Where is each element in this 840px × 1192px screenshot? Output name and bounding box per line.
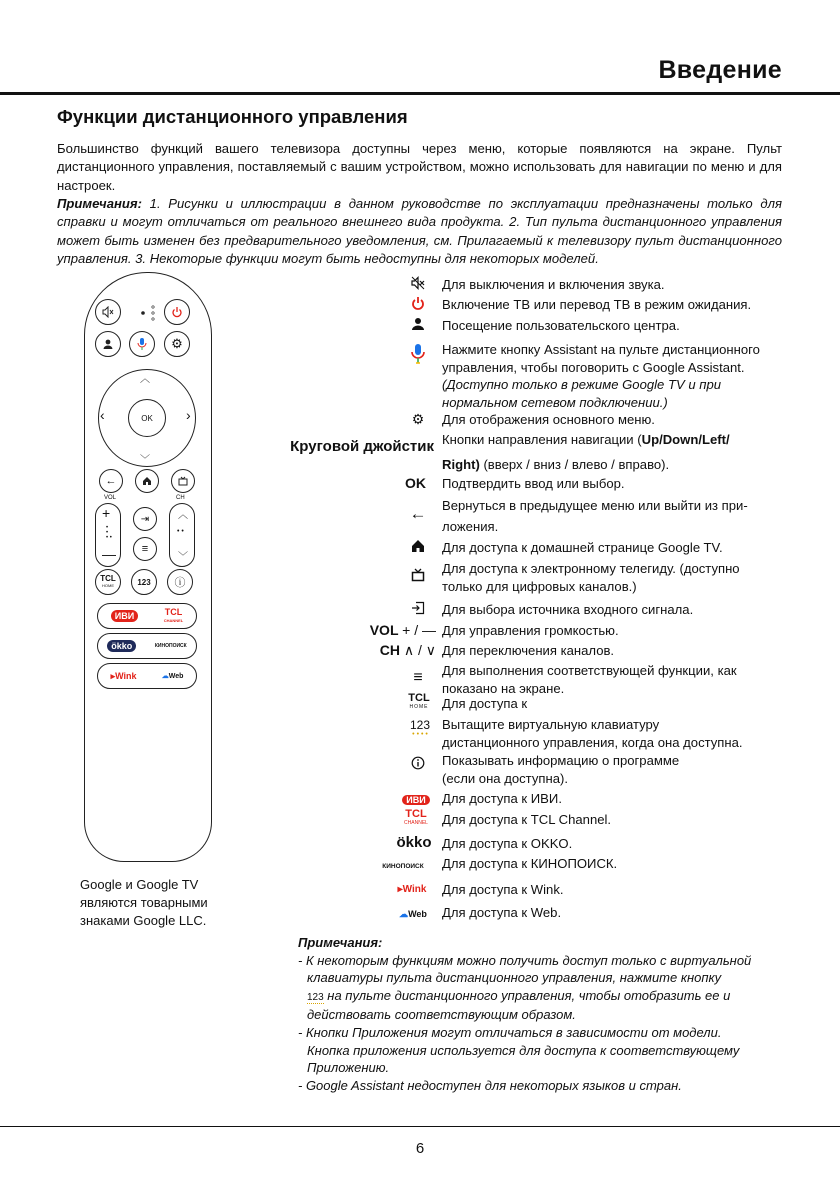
tcl-channel-logo: TCL CHANNEL	[404, 808, 428, 826]
web-logo: ☁Web	[399, 909, 427, 919]
note-paragraph	[57, 195, 782, 269]
remote-app-okko-kinopoisk	[97, 633, 197, 659]
page-header-title: Введение	[658, 56, 782, 84]
remote-back-button	[99, 469, 123, 493]
menu-desc: Для выполнения соответствующей функции, как показано на экране.	[442, 663, 737, 696]
power-icon	[171, 306, 183, 318]
dpad-left-icon: ‹	[100, 407, 105, 423]
back-arrow-icon: ←	[409, 504, 427, 523]
remote-vol-label: VOL	[104, 495, 117, 501]
remote-app-ivi-tcl	[97, 603, 197, 629]
num-desc: Вытащите виртуальную клавиатуру дистанционного управления, когда она доступна.	[442, 717, 743, 750]
web-desc: Для доступа к Web.	[442, 905, 562, 920]
nav-desc-line2: Right) (вверх / вниз / влево / вправо).	[442, 457, 670, 472]
remote-input-button	[133, 507, 157, 531]
mute-desc: Для выключения и включения звука.	[442, 277, 665, 292]
ch-down-icon: ﹀	[178, 552, 188, 563]
ok-desc: Подтвердить ввод или выбор.	[442, 476, 625, 491]
mute-icon	[102, 306, 114, 318]
input-source-icon	[406, 601, 430, 618]
tcl-channel-desc: Для доступа к TCL Channel.	[442, 812, 612, 827]
user-icon	[102, 338, 114, 350]
ok-label: OK	[405, 475, 426, 491]
vol-desc: Для управления громкостью.	[442, 623, 619, 638]
remote-vol-rocker	[95, 503, 121, 567]
info-desc: Показывать информацию о программе (если она доступна).	[442, 753, 680, 786]
info-icon: ⓘ	[174, 577, 186, 589]
mute-icon	[406, 276, 430, 293]
assistant-desc: Нажмите кнопку Assistant на пульте дистанционного управления, чтобы поговорить с Google Assistant. (Доступно только в режиме Google TV и при нормальном сетевом подключении.)	[442, 342, 760, 410]
guide-tv-icon	[178, 476, 188, 486]
okko-logo: ökko	[396, 834, 432, 851]
page-number: 6	[415, 1140, 425, 1157]
remote-ch-rocker	[169, 503, 195, 567]
remote-settings-button	[164, 331, 190, 357]
info-icon	[406, 756, 430, 773]
remote-assistant-button	[129, 331, 155, 357]
okko-desc: Для доступа к OKKO.	[442, 836, 573, 851]
vol-dots-icon: • • • •	[106, 525, 112, 541]
home-icon	[406, 539, 430, 556]
wink-logo: ▸Wink	[110, 670, 137, 681]
wink-logo: ▸Wink	[397, 884, 427, 895]
tcl-desc: Для доступа к	[442, 696, 528, 711]
ch-dots-icon: • •	[177, 528, 184, 535]
home-icon	[142, 476, 152, 486]
num-keypad-icon: 123 • • • •	[409, 718, 431, 738]
input-source-icon: ⇥	[140, 513, 150, 525]
menu-icon: ≡	[141, 543, 149, 555]
web-logo: ☁Web	[161, 673, 184, 680]
kinopoisk-logo: КИНОПОИСК	[154, 643, 187, 649]
remote-user-button	[95, 331, 121, 357]
trademark-note: Google и Google TV являются товарными знаками Google LLC.	[80, 877, 208, 928]
settings-desc: Для отображения основного меню.	[442, 412, 655, 427]
notes-block: Примечания: - К некоторым функциям можно получить доступ только с виртуальной клавиатуры пульта дистанционного управления, нажмите кнопку 123 на пульте дистанционного управления, чтобы отобразить ее и действовать соответствующим образом. - Кнопки Приложения могут отличаться в зависимости от модели. Кнопка приложения используется для доступа к соответствующему Приложению. - Google Assistant недоступен для некоторых языков и стран.	[298, 935, 752, 1093]
remote-ch-label: CH	[176, 495, 185, 501]
power-desc: Включение ТВ или перевод ТВ в режим ожидания.	[442, 297, 752, 312]
kinopoisk-logo: КИНОПОИСК	[382, 863, 424, 870]
intro-paragraph: Большинство функций вашего телевизора доступны через меню, которые появляются на экране. Пульт дистанционного управления, поставляемый с вашим устройством, можно использовать для навигации по меню и для настроек.	[57, 141, 782, 193]
ch-desc: Для переключения каналов.	[442, 643, 615, 658]
back-desc: Вернуться в предыдущее меню или выйти из при- ложения.	[442, 498, 748, 534]
back-arrow-icon: ←	[105, 475, 117, 487]
power-icon	[406, 296, 430, 313]
remote-menu-button	[133, 537, 157, 561]
header-rule	[0, 92, 840, 95]
okko-logo: ökko	[107, 640, 136, 652]
remote-mic-dots	[139, 303, 159, 323]
menu-icon: ≡	[413, 669, 423, 686]
remote-mute-button	[95, 299, 121, 325]
note-label: Примечания:	[57, 196, 142, 211]
dpad-up-icon: ︿	[140, 374, 150, 385]
dpad-right-icon: ›	[186, 407, 191, 423]
ivi-desc: Для доступа к ИВИ.	[442, 791, 562, 806]
joystick-label: Круговой джойстик	[290, 438, 434, 455]
num-keypad-icon: 123	[307, 991, 324, 1003]
remote-home-button	[135, 469, 159, 493]
remote-power-button	[164, 299, 190, 325]
remote-info-button	[167, 569, 193, 595]
remote-app-wink-web	[97, 663, 197, 689]
remote-illustration	[84, 272, 212, 862]
tcl-home-logo: TCL	[100, 574, 116, 583]
ch-up-icon: ︿	[178, 510, 188, 521]
section-title: Функции дистанционного управления	[57, 106, 408, 127]
remote-123-button: 123	[131, 569, 157, 595]
ivi-logo: ИВИ	[398, 790, 434, 808]
ch-label: CH ∧ / ∨	[379, 642, 436, 658]
tcl-channel-logo: TCL CHANNEL	[163, 606, 184, 623]
input-desc: Для выбора источника входного сигнала.	[442, 602, 694, 617]
assistant-microphone-icon	[406, 342, 430, 369]
dpad-down-icon: ﹀	[140, 455, 150, 466]
gear-icon: ⚙	[411, 411, 425, 427]
home-desc: Для доступа к домашней странице Google TV.	[442, 540, 723, 555]
vol-plus-icon: +	[102, 505, 111, 521]
wink-desc: Для доступа к Wink.	[442, 882, 564, 897]
tcl-home-logo: TCL HOME	[408, 692, 430, 710]
vol-label: VOL + / —	[369, 622, 436, 638]
user-desc: Посещение пользовательского центра.	[442, 318, 680, 333]
remote-guide-button	[171, 469, 195, 493]
gear-icon: ⚙	[171, 336, 183, 351]
remote-ok-button: OK	[128, 399, 166, 437]
note-text: 1. Рисунки и иллюстрации в данном руководстве по эксплуатации предназначены только для справки и могут отличаться от реального внешнего вида продукта. 2. Тип пульта дистанционного управления может быть изменен без предварительного уведомления, см. Прилагаемый к телевизору пульт дистанционного управления. 3. Некоторые функции могут быть недоступны для некоторых моделей.	[57, 196, 782, 267]
guide-desc: Для доступа к электронному телегиду. (доступно только для цифровых каналов.)	[442, 561, 740, 594]
footer-rule	[0, 1126, 840, 1127]
remote-tcl-home-button	[95, 569, 121, 595]
user-icon	[406, 317, 430, 334]
tcl-home-sub: HOME	[102, 583, 114, 588]
microphone-icon	[136, 337, 148, 351]
ivi-logo: ИВИ	[111, 610, 138, 622]
nav-desc-line1: Кнопки направления навигации (Up/Down/Left/	[442, 432, 730, 447]
kinopoisk-desc: Для доступа к КИНОПОИСК.	[442, 856, 618, 871]
guide-tv-icon	[406, 568, 430, 585]
vol-minus-icon: —	[102, 546, 116, 562]
